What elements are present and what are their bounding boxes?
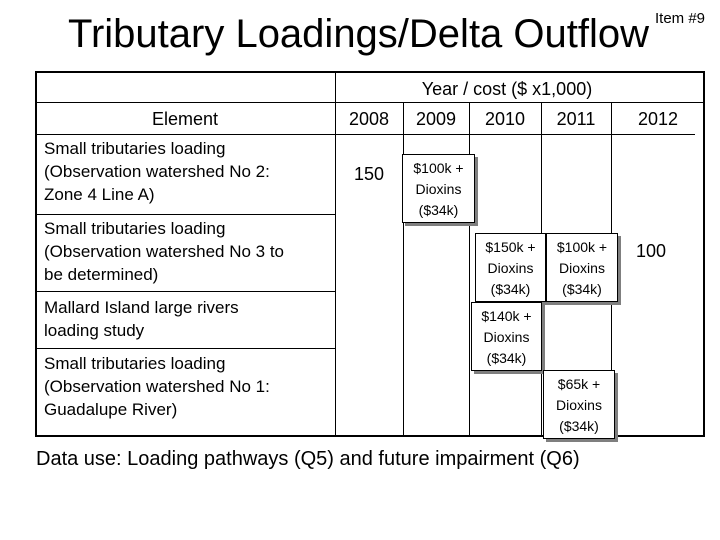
year-2008-header: 2008: [348, 109, 390, 129]
row-divider: [35, 291, 335, 292]
cost-line: ($34k): [418, 202, 459, 218]
column-divider: [403, 102, 404, 437]
cost-line: ($34k): [562, 281, 602, 297]
element-line: Small tributaries loading: [44, 354, 226, 373]
cost-line: $65k +: [557, 376, 601, 392]
cost-line: Dioxins: [556, 397, 602, 413]
cost-line: ($34k): [559, 418, 599, 434]
cost-line: Dioxins: [487, 260, 534, 276]
element-line: Guadalupe River): [44, 400, 178, 419]
year-2010-header: 2010: [484, 109, 526, 129]
cost-line: Dioxins: [483, 329, 530, 345]
item-number: Item #9: [655, 10, 706, 27]
cost-line: ($34k): [490, 281, 531, 297]
cost-line: $150k +: [485, 239, 536, 255]
row-divider: [35, 134, 695, 135]
element-line: Small tributaries loading: [44, 219, 226, 238]
cost-line: $100k +: [413, 160, 464, 176]
slide-title: Tributary Loadings/Delta Outflow: [68, 12, 650, 56]
cost-box-row4-2011: [543, 370, 615, 439]
year-2012-header: 2012: [637, 109, 679, 129]
cost-line: Dioxins: [415, 181, 462, 197]
element-line: (Observation watershed No 1:: [44, 377, 270, 396]
element-line: (Observation watershed No 3 to: [44, 242, 285, 261]
element-line: loading study: [44, 321, 145, 340]
year-cost-header: Year / cost ($ x1,000): [421, 79, 593, 99]
row1-2008-value: 150: [353, 164, 385, 184]
cost-line: Dioxins: [559, 260, 605, 276]
year-2011-header: 2011: [556, 109, 596, 129]
year-2009-header: 2009: [415, 109, 457, 129]
data-use-footer: Data use: Loading pathways (Q5) and future impairment (Q6): [36, 448, 580, 470]
cost-box-row3-2010: [471, 302, 542, 371]
row-divider: [35, 102, 705, 103]
cost-box-row2-2011: [546, 233, 618, 302]
element-line: Small tributaries loading: [44, 139, 226, 158]
cost-line: $140k +: [481, 308, 532, 324]
element-row-1: [44, 137, 334, 206]
cost-line: ($34k): [486, 350, 527, 366]
element-row-3: [44, 296, 334, 342]
element-row-2: [44, 217, 334, 286]
element-line: be determined): [44, 265, 159, 284]
cost-box-row1-2009: [402, 154, 475, 223]
row2-2012-value: 100: [635, 241, 667, 261]
cost-line: $100k +: [556, 239, 608, 255]
element-row-4: [44, 352, 334, 421]
column-divider: [469, 102, 470, 437]
row-divider: [35, 214, 335, 215]
row-divider: [35, 348, 335, 349]
element-line: (Observation watershed No 2:: [44, 162, 270, 181]
element-line: Zone 4 Line A): [44, 185, 155, 204]
element-header: Element: [151, 109, 219, 129]
element-line: Mallard Island large rivers: [44, 298, 239, 317]
cost-box-row2-2010: [475, 233, 546, 302]
